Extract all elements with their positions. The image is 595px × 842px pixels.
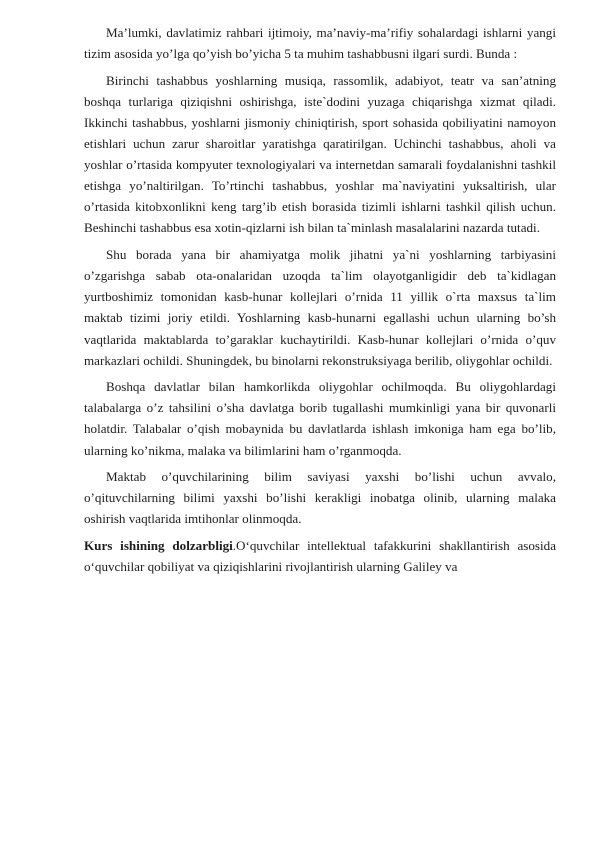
- paragraph-cooperation: Boshqa davlatlar bilan hamkorlikda oliygohlar ochilmoqda. Bu oliygohlardagi talabalarga o’z tahsilini o’sha davlatga borib tugallashi mumkinligi yana bir quvonarli holatdir. Talabalar o’qish mobaynida bu davlatlarda ishlash imkoniga ham ega bo’lib, ularning ko’nikma, malaka va bilimlarini ham o’rganmoqda.: [84, 379, 556, 458]
- paragraph-teachers: Maktab o’quvchilarining bilim saviyasi yaxshi bo’lishi uchun avvalo, o’qituvchilarning bilimi yaxshi bo’lishi kerakligi inobatga olinib, ularning malaka oshirish vaqtlarida imtihonlar olinmoqda.: [84, 469, 556, 527]
- paragraph-initiatives: Birinchi tashabbus yoshlarning musiqa, rassomlik, adabiyot, teatr va san’atning boshqa turlariga qiziqishni oshirishga, iste`dodini yuzaga chiqarishga xizmat qiladi. Ikkinchi tashabbus, yoshlarni jismoniy chiniqtirish, sport sohasida qobiliyatini namoyon etishlari uchun zarur sharoitlar yaratishga qaratirilgan. Uchinchi tashabbus, aholi va yoshlar o’rtasida kompyuter texnologiyalari va internetdan samarali foydalanishni tashkil etishga yo’naltirilgan. To’rtinchi tashabbus, yoshlar ma`naviyatini yuksaltirish, ular o’rtasida kitobxonlikni keng targ’ib etish borasida tizimli ishlarni tashkil qilish uchun. Beshinchi tashabbus esa xotin-qizlarni ish bilan ta`minlash masalalarini nazarda tutadi.: [84, 72, 556, 236]
- relevance-heading: Kurs ishining dolzarbligi: [84, 538, 233, 554]
- paragraph-education: Shu borada yana bir ahamiyatga molik jihatni ya`ni yoshlarning tarbiyasini o’zgarishga sabab ota-onalaridan uzoqda ta`lim olayotganligidir deb ta`kidlagan yurtboshimiz tomonidan kasb-hunar kollejlari o’rnida 11 yillik o`rta maxsus ta`lim maktab tizimi joriy etildi. Yoshlarning kasb-hunarni egallashi uchun ularning bo’sh vaqtlarida maktablarda to’garaklar kuchaytirildi. Kasb-hunar kollejlari o’rnida o’quv markazlari ochildi. Shuningdek, bu binolarni rekonstruksiyaga berilib, oliygohlar ochildi.: [84, 247, 556, 368]
- document-body: [84, 22, 556, 583]
- paragraph-relevance: [84, 535, 556, 577]
- paragraph-intro: Ma’lumki, davlatimiz rahbari ijtimoiy, ma’naviy-ma’rifiy sohalardagi ishlarni yangi tizim asosida yo’lga qo’yish bo’yicha 5 ta muhim tashabbusni ilgari surdi. Bunda :: [84, 25, 556, 62]
- relevance-text: .O‘quvchilar intellektual tafakkurini shakllantirish asosida o‘quvchilar qobiliyat va qiziqishlarini rivojlantirish ularning Galiley va: [84, 538, 557, 575]
